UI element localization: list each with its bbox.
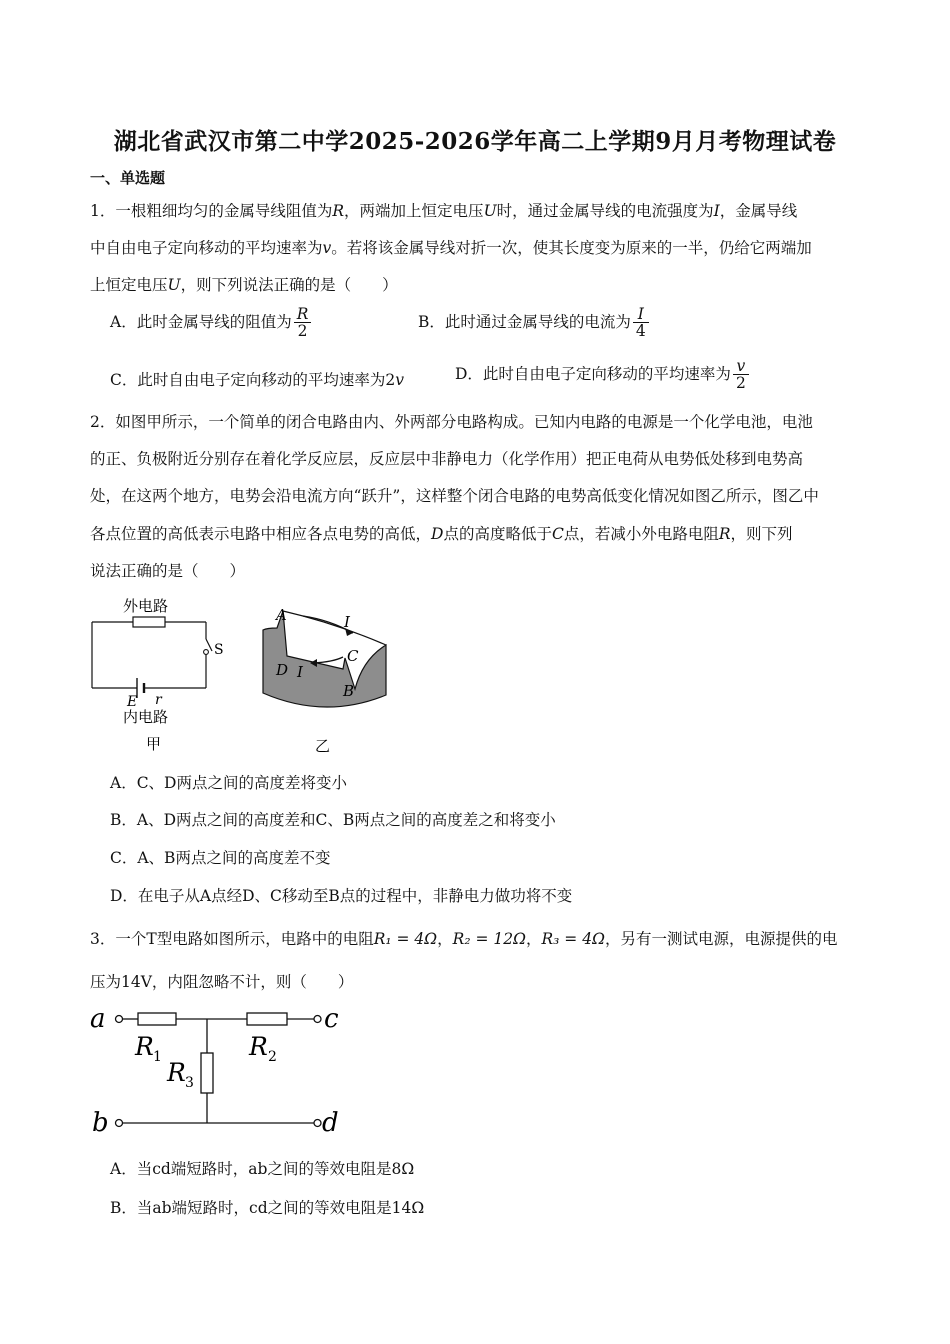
resistor-R: [133, 617, 165, 627]
q1-line-3: 上恒定电压U，则下列说法正确的是（ ）: [90, 276, 398, 294]
potential-figure-yi: [255, 595, 405, 760]
terminal-d: [314, 1120, 321, 1127]
q3-line-1: 3．一个T型电路如图所示，电路中的电阻R₁ = 4Ω，R₂ = 12Ω，R₃ = 4Ω，另有一测试电源，电源提供的电: [90, 930, 838, 948]
r3-label: R: [167, 1058, 186, 1087]
q3-option-b[interactable]: B．当ab端短路时，cd之间的等效电阻是14Ω: [110, 1199, 425, 1217]
terminal-b-label: b: [92, 1108, 109, 1138]
q1-option-c[interactable]: C．此时自由电子定向移动的平均速率为2v: [110, 371, 404, 389]
resistor-R3: [201, 1053, 213, 1093]
q2-line-4: 各点位置的高低表示电路中相应各点电势的高低，D点的高度略低于C点，若减小外电路电阻R，则下列: [90, 525, 793, 543]
q2-option-b[interactable]: B．A、D两点之间的高度差和C、B两点之间的高度差之和将变小: [110, 811, 556, 829]
q2-line-1: 2．如图甲所示，一个简单的闭合电路由内、外两部分电路构成。已知内电路的电源是一个化学电池，电池: [90, 413, 813, 431]
potential-surface: [263, 611, 386, 707]
terminal-a-label: a: [90, 1004, 106, 1034]
terminal-d-label: d: [322, 1108, 339, 1138]
q2-option-c[interactable]: C．A、B两点之间的高度差不变: [110, 849, 331, 867]
internal-resistance-label: r: [155, 692, 162, 708]
r2-label: R: [249, 1032, 268, 1061]
point-C-label: C: [347, 647, 359, 665]
resistor-R1: [138, 1013, 176, 1025]
q2-line-3: 处，在这两个地方，电势会沿电流方向“跃升”，这样整个闭合电路的电势高低变化情况如图乙所示，图乙中: [90, 487, 819, 505]
t-circuit-figure: [88, 1000, 348, 1140]
outer-circuit-label: 外电路: [123, 597, 169, 615]
caption-jia: 甲: [146, 735, 162, 753]
q1-option-a[interactable]: A．此时金属导线的阻值为 $\frac{R}{2}$: [110, 306, 313, 340]
q2-line-2: 的正、负极附近分别存在着化学反应层，反应层中非静电力（化学作用）把正电荷从电势低处移到电势高: [90, 450, 804, 468]
terminal-b: [116, 1120, 123, 1127]
terminal-c-label: c: [324, 1004, 339, 1034]
current-label-2: I: [297, 663, 303, 681]
q2-line-5: 说法正确的是（ ）: [90, 562, 246, 580]
q2-option-d[interactable]: D．在电子从A点经D、C移动至B点的过程中，非静电力做功将不变: [110, 887, 573, 905]
point-B-label: B: [343, 682, 355, 700]
terminal-c: [314, 1016, 321, 1023]
q1-option-d[interactable]: D．此时自由电子定向移动的平均速率为 $\frac{v}{2}$: [455, 358, 751, 392]
q3-line-2: 压为14V，内阻忽略不计，则（ ）: [90, 973, 354, 991]
current-arrow-inner: [313, 657, 343, 663]
emf-label: E: [127, 694, 138, 710]
point-A-label: A: [276, 606, 287, 624]
q2-option-a[interactable]: A．C、D两点之间的高度差将变小: [110, 774, 347, 792]
resistor-R2: [247, 1013, 287, 1025]
page-title: 湖北省武汉市第二中学2025-2026学年高二上学期9月月考物理试卷: [113, 128, 837, 155]
point-D-label: D: [276, 661, 289, 679]
q1-line-2: 中自由电子定向移动的平均速率为v。若将该金属导线对折一次，使其长度变为原来的一半，仍给它两端加: [90, 239, 812, 257]
r3-subscript: 3: [185, 1075, 194, 1091]
current-label-1: I: [344, 613, 350, 631]
r2-subscript: 2: [268, 1049, 277, 1065]
switch-label: S: [214, 642, 224, 658]
q3-option-a[interactable]: A．当cd端短路时，ab之间的等效电阻是8Ω: [110, 1160, 415, 1178]
circuit-figure-jia: [85, 592, 245, 757]
r1-subscript: 1: [153, 1049, 162, 1065]
q1-option-b[interactable]: B．此时通过金属导线的电流为 $\frac{I}{4}$: [418, 306, 651, 340]
terminal-a: [116, 1016, 123, 1023]
inner-circuit-label: 内电路: [123, 708, 169, 726]
section-heading: 一、单选题: [90, 169, 166, 187]
q1-line-1: 1．一根粗细均匀的金属导线阻值为R，两端加上恒定电压U时，通过金属导线的电流强度为I，金属导线: [90, 202, 798, 220]
r1-label: R: [135, 1032, 154, 1061]
caption-yi: 乙: [315, 737, 331, 755]
